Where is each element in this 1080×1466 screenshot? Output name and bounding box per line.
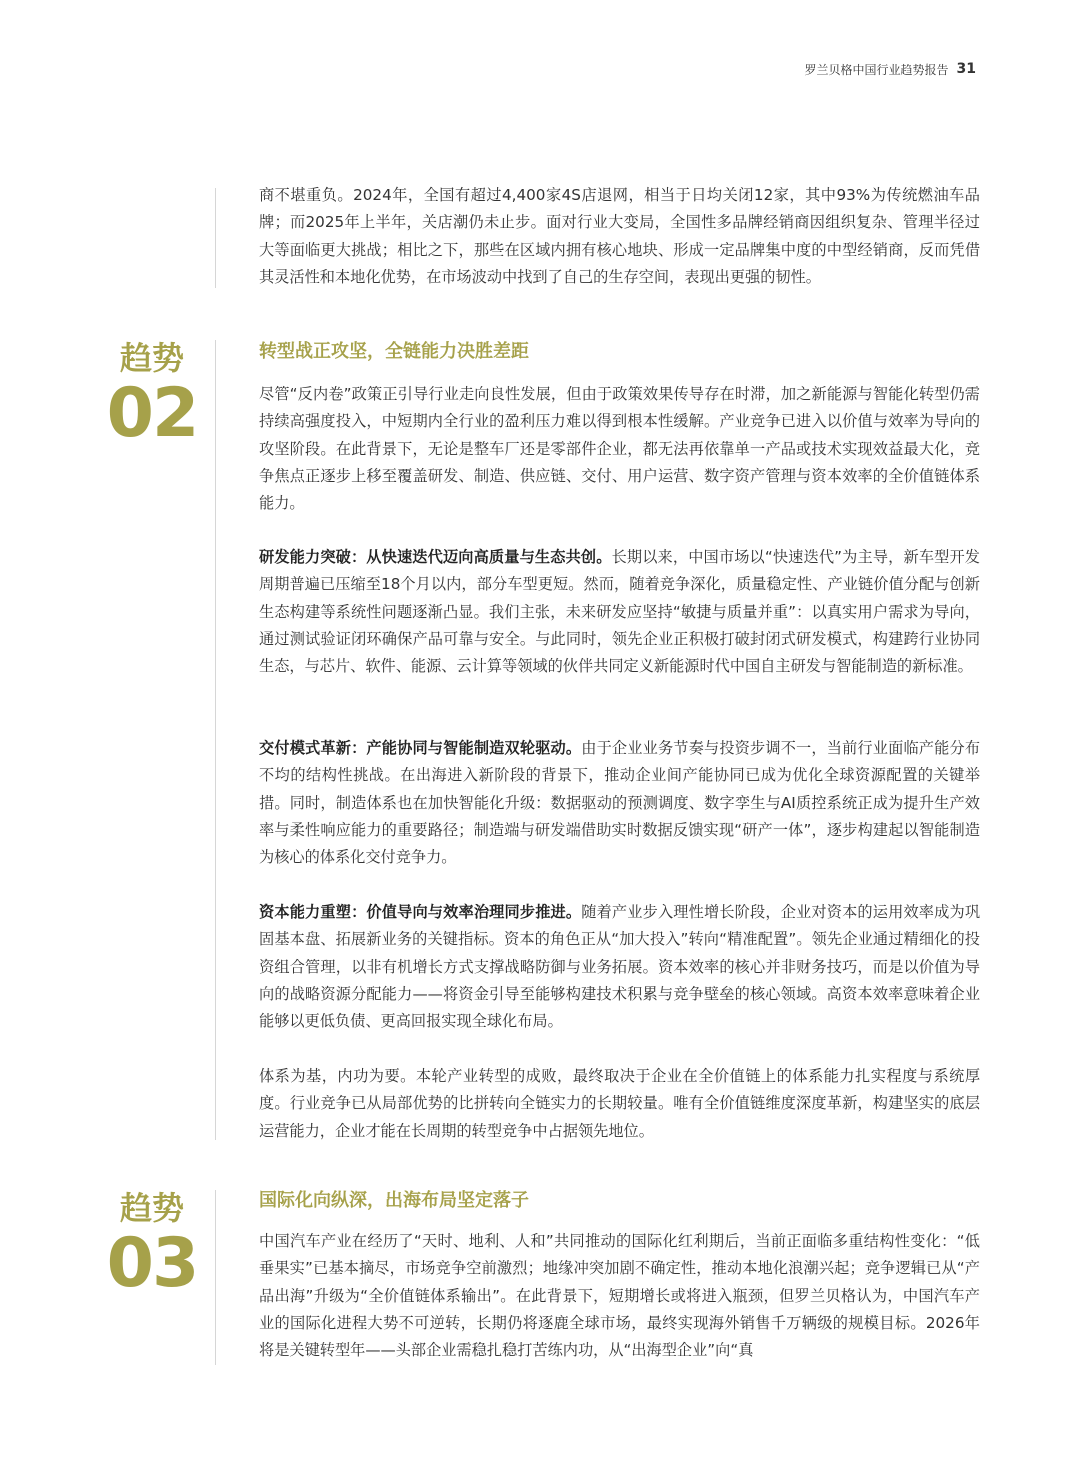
left-divider xyxy=(215,340,216,1140)
trend-03-paragraph xyxy=(259,1228,980,1364)
trend-03-label xyxy=(104,1188,200,1303)
paragraph xyxy=(259,544,980,680)
paragraph-text: 由于企业业务节奏与投资步调不一，当前行业面临产能分布不均的结构性挑战。在出海进入新阶段的背景下，推动企业间产能协同已成为优化全球资源配置的关键举措。同时，制造体系也在加快智能化升级：数据驱动的预测调度、数字孪生与AI质控系统正成为提升生产效率与柔性响应能力的重要路径；制造端与研发端借助实时数据反馈实现“研产一体”，逐步构建起以智能制造为核心的体系化交付竞争力。 xyxy=(259,739,980,867)
trend-02-paragraph-2 xyxy=(259,544,980,680)
section-title: 转型战正攻坚，全链能力决胜差距 xyxy=(259,341,529,362)
paragraph-lead: 资本能力重塑：价值导向与效率治理同步推进。 xyxy=(259,903,582,921)
intro-block xyxy=(259,182,980,291)
page-number: 31 xyxy=(956,61,976,77)
page-header xyxy=(805,58,977,80)
trend-02-label xyxy=(104,338,200,453)
paragraph: 尽管“反内卷”政策正引导行业走向良性发展，但由于政策效果传导存在时滞，加之新能源与智能化转型仍需持续高强度投入，中短期内全行业的盈利压力难以得到根本性缓解。产业竞争已进入以价值与效率为导向的攻坚阶段。在此背景下，无论是整车厂还是零部件企业，都无法再依靠单一产品或技术实现效益最大化，竞争焦点正逐步上移至覆盖研发、制造、供应链、交付、用户运营、数字资产管理与资本效率的全价值链体系能力。 xyxy=(259,385,980,513)
trend-02-paragraph-3 xyxy=(259,735,980,871)
paragraph-lead: 研发能力突破：从快速迭代迈向高质量与生态共创。 xyxy=(259,548,612,566)
paragraph-text: 长期以来，中国市场以“快速迭代”为主导，新车型开发周期普遍已压缩至18个月以内，部分车型更短。然而，随着竞争深化，质量稳定性、产业链价值分配与创新生态构建等系统性问题逐渐凸显。我们主张，未来研发应坚持“敏捷与质量并重”：以真实用户需求为导向，通过测试验证闭环确保产品可靠与安全。与此同时，领先企业正积极打破封闭式研发模式，构建跨行业协同生态，与芯片、软件、能源、云计算等领域的伙伴共同定义新能源时代中国自主研发与智能制造的新标准。 xyxy=(259,548,980,676)
paragraph: 中国汽车产业在经历了“天时、地利、人和”共同推动的国际化红利期后，当前正面临多重结构性变化：“低垂果实”已基本摘尽，市场竞争空前激烈；地缘冲突加剧不确定性，推动本地化浪潮兴起；竞争逻辑已从“产品出海”升级为“全价值链体系输出”。在此背景下，短期增长或将进入瓶颈，但罗兰贝格认为，中国汽车产业的国际化进程大势不可逆转，长期仍将逐鹿全球市场，最终实现海外销售千万辆级的规模目标。2026年将是关键转型年——头部企业需稳扎稳打苦练内功，从“出海型企业”向“真 xyxy=(259,1232,980,1360)
trend-number: 03 xyxy=(106,1224,198,1303)
trend-02-paragraph-1 xyxy=(259,381,980,517)
left-divider xyxy=(215,1190,216,1365)
trend-02-paragraph-5 xyxy=(259,1063,980,1145)
trend-02-paragraph-4 xyxy=(259,899,980,1035)
left-divider xyxy=(215,188,216,288)
paragraph xyxy=(259,735,980,871)
paragraph xyxy=(259,899,980,1035)
paragraph-text: 随着产业步入理性增长阶段，企业对资本的运用效率成为巩固基本盘、拓展新业务的关键指标。资本的角色正从“加大投入”转向“精准配置”。领先企业通过精细化的投资组合管理，以非有机增长方式支撑战略防御与业务拓展。资本效率的核心并非财务技巧，而是以价值为导向的战略资源分配能力——将资金引导至能够构建技术积累与竞争壁垒的核心领域。高资本效率意味着企业能够以更低负债、更高回报实现全球化布局。 xyxy=(259,903,980,1031)
trend-word: 趋势 xyxy=(119,339,184,377)
report-title: 罗兰贝格中国行业趋势报告 xyxy=(804,62,949,77)
paragraph: 体系为基，内功为要。本轮产业转型的成败，最终取决于企业在全价值链上的体系能力扎实程度与系统厚度。行业竞争已从局部优势的比拼转向全链实力的长期较量。唯有全价值链维度深度革新，构建坚实的底层运营能力，企业才能在长周期的转型竞争中占据领先地位。 xyxy=(259,1067,980,1140)
paragraph-lead: 交付模式革新：产能协同与智能制造双轮驱动。 xyxy=(259,739,582,757)
section-title: 国际化向纵深，出海布局坚定落子 xyxy=(259,1190,529,1211)
trend-word: 趋势 xyxy=(119,1189,184,1227)
trend-number: 02 xyxy=(106,374,198,453)
intro-paragraph: 商不堪重负。2024年，全国有超过4,400家4S店退网，相当于日均关闭12家，其中93%为传统燃油车品牌；而2025年上半年，关店潮仍未止步。面对行业大变局，全国性多品牌经销商因组织复杂、管理半径过大等面临更大挑战；相比之下，那些在区域内拥有核心地块、形成一定品牌集中度的中型经销商，反而凭借其灵活性和本地化优势，在市场波动中找到了自己的生存空间，表现出更强的韧性。 xyxy=(259,186,980,286)
